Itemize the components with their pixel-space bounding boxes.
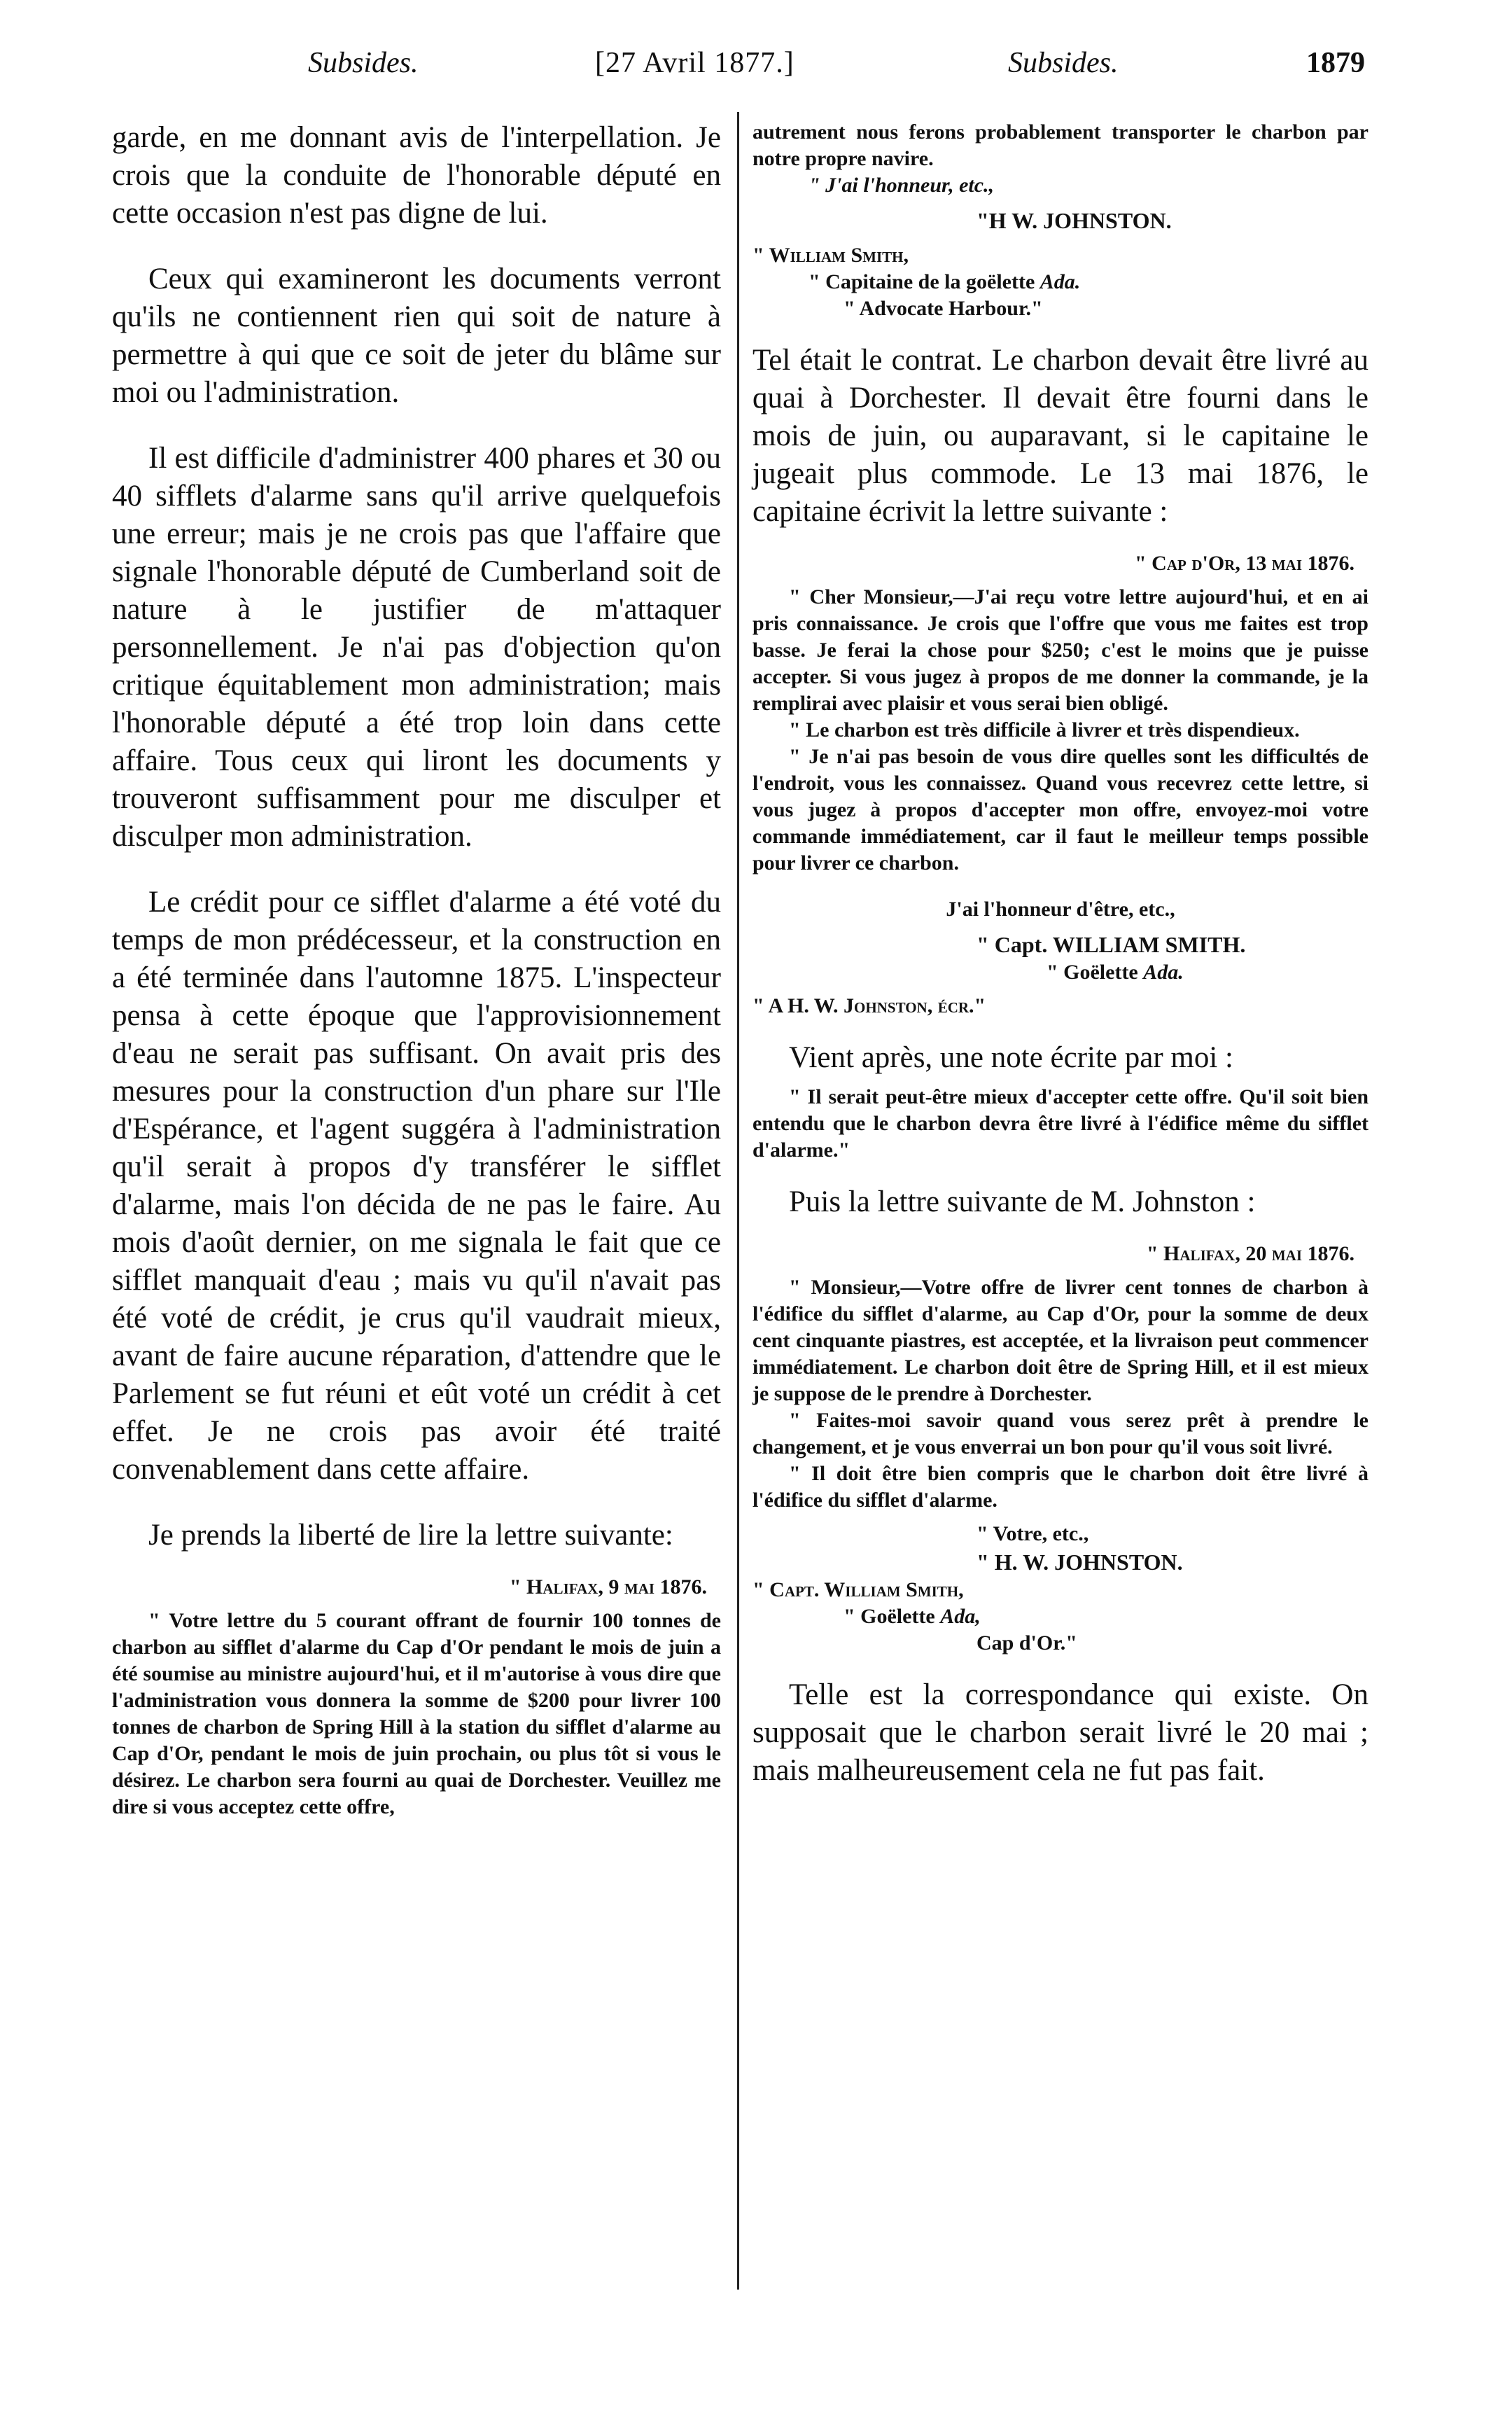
- letter-address-place: " Advocate Harbour.": [844, 297, 1043, 320]
- letter-body: " Le charbon est très difficile à livrer et très dispendieux.: [789, 718, 1300, 741]
- letter-body: " Votre lettre du 5 courant offrant de fournir 100 tonnes de charbon au sifflet d'alarme du Cap d'Or pendant le mois de juin a été soumise au ministre aujourd'hui, et il m'autorise à vous dire que l'administration vous donnera la somme de $200 pour livrer 100 tonnes de charbon de Spring Hill à la station du sifflet d'alarme au Cap d'Or, pendant le mois de juin prochain, ou plus tôt si vous le désirez. Le charbon sera fourni au quai de Dorchester. Veuillez me dire si vous acceptez cette offre,: [112, 1609, 721, 1818]
- note-body: " Il serait peut-être mieux d'accepter cette offre. Qu'il soit bien entendu que le charbon devra être livré à l'édifice même du sifflet d'alarme.": [752, 1085, 1368, 1162]
- ship-name: Ada.: [1143, 961, 1184, 984]
- page-number: 1879: [1306, 47, 1365, 79]
- paragraph: Vient après, une note écrite par moi :: [789, 1041, 1234, 1074]
- paragraph: Le crédit pour ce sifflet d'alarme a été voté du temps de mon prédécesseur, et la construction en a été terminée dans l'automne 1875. L'inspecteur pensa à cette époque que l'approvisionnement d'eau ne serait pas suffisant. On avait pris des mesures pour la construction d'un phare sur l'Ile d'Espérance, et l'agent suggéra à l'administration qu'il serait à propos d'y transférer le sifflet d'alarme, mais l'on décida de ne pas le faire. Au mois d'août dernier, on me signala le fait que ce sifflet manquait d'eau ; mais vu qu'il n'avait pas été voté de crédit, je crus qu'il vaudrait mieux, avant de faire aucune réparation, d'attendre que le Parlement se fut réuni et eût voté un crédit à cet effet. Je ne crois pas avoir été traité convenablement dans cette affaire.: [112, 886, 721, 1486]
- ship-line-text: " Goëlette: [844, 1605, 941, 1628]
- address-title-text: " Capitaine de la goëlette: [808, 270, 1040, 293]
- paragraph: Ceux qui examineront les documents verront qu'ils ne contiennent rien qui soit de nature à permettre à qui que ce soit de jeter du blâme sur moi ou l'administration.: [112, 263, 721, 409]
- ship-name: Ada.: [1040, 270, 1081, 293]
- paragraph: Puis la lettre suivante de M. Johnston :: [789, 1185, 1256, 1218]
- left-column: [112, 119, 721, 1820]
- paragraph: Je prends la liberté de lire la lettre suivante:: [148, 1519, 673, 1552]
- right-column: [752, 119, 1368, 1790]
- letter-closing: J'ai l'honneur d'être, etc.,: [946, 898, 1175, 921]
- letter-closing: " Votre, etc.,: [976, 1522, 1089, 1545]
- letter-body: " Cher Monsieur,—J'ai reçu votre lettre aujourd'hui, et en ai pris connaissance. Je crois que l'offre que vous me faites est trop basse. Je ferai la chose pour $250; c'est le moins que je puisse accepter. Si vous jugez à propos de me donner la commande, je la remplirai avec plaisir et vous serai bien obligé.: [752, 585, 1368, 715]
- letter-dateline: " Halifax, 9 mai 1876.: [509, 1575, 707, 1598]
- letter-address-ship: [752, 1603, 1368, 1630]
- letter-body: " Il doit être bien compris que le charbon doit être livré à l'édifice du sifflet d'alarme.: [752, 1462, 1368, 1512]
- letter-signature: " Capt. WILLIAM SMITH.: [976, 932, 1246, 957]
- ship-line-text: " Goëlette: [1046, 961, 1144, 984]
- letter-address-place: Cap d'Or.": [976, 1631, 1077, 1655]
- paragraph: Telle est la correspondance qui existe. On supposait que le charbon serait livré le 20 mai ; mais malheureusement cela ne fut pas fait.: [752, 1678, 1368, 1787]
- paragraph: garde, en me donnant avis de l'interpellation. Je crois que la conduite de l'honorable député en cette occasion n'est pas digne de lui.: [112, 121, 721, 230]
- letter-continuation: autrement nous ferons probablement transporter le charbon par notre propre navire.: [752, 120, 1368, 170]
- letter-body: " Je n'ai pas besoin de vous dire quelles sont les difficultés de l'endroit, vous les connaissez. Quand vous recevrez cette lettre, si vous jugez à propos d'accepter mon offre, envoyez-moi votre commande immédiatement, car il faut le meilleur temps possible pour livrer ce charbon.: [752, 745, 1368, 875]
- letter-address-name: " William Smith,: [752, 244, 909, 267]
- paragraph: Tel était le contrat. Le charbon devait être livré au quai à Dorchester. Il devait être fourni dans le mois de juin, ou auparavant, si le capitaine le jugeait plus commode. Le 13 mai 1876, le capitaine écrivit la lettre suivante :: [752, 344, 1368, 528]
- letter-body: " Monsieur,—Votre offre de livrer cent tonnes de charbon à l'édifice du sifflet d'alarme, au Cap d'Or, pour la somme de deux cent cinquante piastres, est acceptée, et la livraison peut commencer immédiatement. Le charbon doit être de Spring Hill, et il est mieux je suppose de le prendre à Dorchester.: [752, 1276, 1368, 1405]
- letter-address-name: " Capt. William Smith,: [752, 1578, 964, 1601]
- letter-closing: " J'ai l'honneur, etc.,: [808, 174, 995, 197]
- ship-name: Ada,: [940, 1605, 981, 1628]
- header-left-title: Subsides.: [308, 47, 419, 79]
- letter-body: " Faites-moi savoir quand vous serez prêt à prendre le changement, et je vous enverrai un bon pour qu'il vous soit livré.: [752, 1409, 1368, 1458]
- paragraph: Il est difficile d'administrer 400 phares et 30 ou 40 sifflets d'alarme sans qu'il arrive quelquefois une erreur; mais je ne crois pas que l'affaire que signale l'honorable député de Cumberland soit de nature à le justifier de m'attaquer personnellement. Je n'ai pas d'objection qu'on critique équitablement mon administration; mais l'honorable député a été trop loin dans cette affaire. Tous ceux qui liront les documents y trouveront suffisamment pour me disculper et disculper mon administration.: [112, 442, 721, 853]
- running-header: [105, 46, 1365, 95]
- header-date: [27 Avril 1877.]: [595, 47, 794, 79]
- letter-addressee: " A H. W. Johnston, écr.": [752, 994, 986, 1017]
- letter-ship-line: [752, 959, 1368, 986]
- letter-address-title: [752, 269, 1368, 295]
- letter-signature: " H. W. JOHNSTON.: [976, 1549, 1183, 1575]
- letter-dateline: " Cap d'Or, 13 mai 1876.: [1135, 552, 1354, 575]
- letter-dateline: " Halifax, 20 mai 1876.: [1146, 1242, 1354, 1265]
- letter-signature: "H W. JOHNSTON.: [976, 208, 1172, 233]
- column-divider: [737, 112, 739, 2290]
- header-right-title: Subsides.: [1008, 47, 1119, 79]
